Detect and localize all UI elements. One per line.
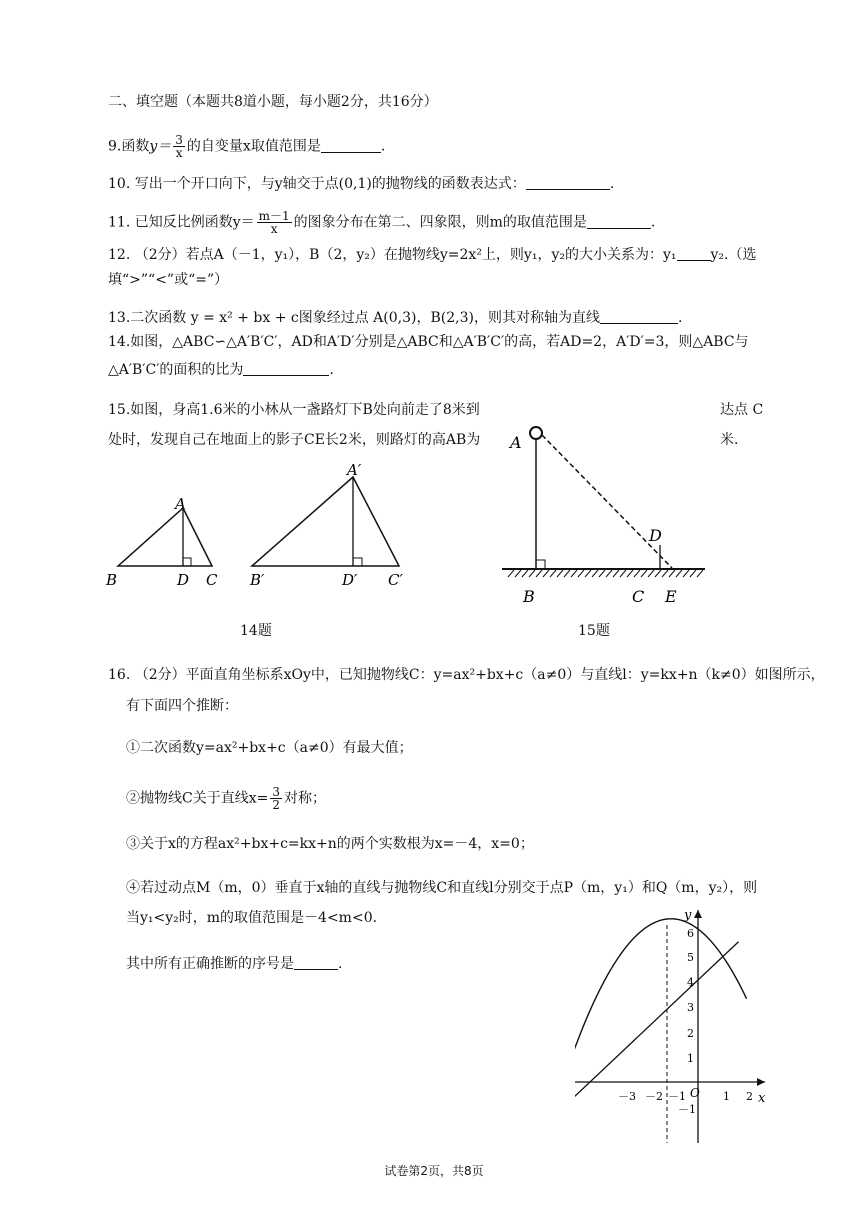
fig14-caption: 14题: [240, 623, 272, 639]
label-d: D: [649, 526, 662, 545]
hatch-mark: [683, 570, 689, 577]
x-tick-2: 2: [746, 1090, 753, 1103]
q9-func: y＝: [149, 138, 172, 155]
triangle-a2b2c2: [252, 477, 399, 566]
question-16-ask: [126, 954, 342, 974]
ground-hatching: [508, 570, 703, 577]
origin-label: O: [690, 1086, 700, 1100]
label-d2: D′: [342, 571, 358, 589]
y-tick-5: 5: [687, 951, 694, 964]
statement-4-line1: ④若过动点M（m，0）垂直于x轴的直线与抛物线C和直线l分别交于点P（m，y₁）和Q（m，y₂），则: [126, 880, 758, 896]
hatch-mark: [606, 570, 612, 577]
q9-fraction: [173, 134, 185, 159]
hatch-mark: [641, 570, 647, 577]
q16-ask: 其中所有正确推断的序号是: [126, 956, 294, 972]
hatch-mark: [529, 570, 535, 577]
q9-answer-blank[interactable]: [321, 138, 381, 153]
q14-line2: △A′B′C′的面积的比为: [108, 362, 244, 378]
light-ray: [542, 435, 672, 568]
hatch-mark: [662, 570, 668, 577]
label-b2: B′: [250, 571, 265, 589]
q10-text: 10. 写出一个开口向下，与y轴交于点(0,1)的抛物线的函数表达式：: [108, 176, 526, 192]
label-a2: A′: [347, 461, 362, 479]
x-label: x: [758, 1091, 766, 1106]
triangle-abc: [118, 508, 212, 566]
label-a: A: [510, 433, 522, 452]
question-15-line2: 处时，发现自己在地面上的影子CE长2米，则路灯的高AB为: [108, 432, 481, 448]
question-9: [108, 134, 385, 159]
hatch-mark: [620, 570, 626, 577]
y-label: y: [684, 908, 692, 923]
question-13: [108, 308, 682, 328]
hatch-mark: [690, 570, 696, 577]
s2-num: 3: [272, 785, 280, 799]
hatch-mark: [592, 570, 598, 577]
label-c: C: [206, 571, 218, 589]
q14-end: .: [329, 362, 334, 378]
coordinate-graph: [570, 905, 770, 1145]
hatch-mark: [655, 570, 661, 577]
x-tick-neg2: －2: [645, 1090, 663, 1103]
hatch-mark: [585, 570, 591, 577]
figure-14: [100, 455, 420, 600]
hatch-mark: [564, 570, 570, 577]
q12-line1-end: y₂.（选: [710, 247, 757, 263]
q9-den: x: [175, 146, 183, 160]
s2-prefix: ②抛物线C关于直线x=: [126, 790, 269, 807]
q13-answer-blank[interactable]: [600, 309, 678, 324]
question-15-line1: 15.如图，身高1.6米的小林从一盏路灯下B处向前走了8米到: [108, 402, 480, 418]
label-b: B: [523, 587, 535, 606]
y-tick-4: 4: [687, 976, 694, 989]
q11-num: m－1: [258, 209, 290, 223]
figure-15: [500, 420, 710, 610]
s2-fraction: [270, 786, 282, 811]
q11-den: x: [270, 222, 278, 236]
question-16-line2: 有下面四个推断：: [126, 698, 238, 714]
hatch-mark: [515, 570, 521, 577]
hatch-mark: [697, 570, 703, 577]
label-c: C: [632, 587, 645, 606]
line-l: [570, 942, 739, 1113]
q11-end: .: [650, 214, 656, 231]
y-tick-neg1: －1: [678, 1103, 696, 1116]
hatch-mark: [578, 570, 584, 577]
label-b: B: [106, 571, 118, 589]
right-angle-b: [536, 560, 545, 569]
statement-3: ③关于x的方程ax²+bx+c=kx+n的两个实数根为x=－4，x=0；: [126, 836, 534, 852]
hatch-mark: [613, 570, 619, 577]
q9-prefix: 9.函数: [108, 138, 150, 155]
question-15-line1-right: 达点 C: [720, 402, 764, 418]
right-angle-d: [183, 558, 191, 566]
statement-4-line2: 当y₁<y₂时，m的取值范围是－4<m<0.: [126, 910, 378, 926]
y-tick-3: 3: [687, 1001, 694, 1014]
parabola-c: [570, 919, 747, 1099]
label-d: D: [177, 571, 190, 589]
question-12-line2: 填“>”“<”或“=”）: [108, 272, 229, 288]
label-a: A: [175, 495, 186, 513]
hatch-mark: [557, 570, 563, 577]
hatch-mark: [522, 570, 528, 577]
hatch-mark: [599, 570, 605, 577]
hatch-mark: [550, 570, 556, 577]
question-11: [108, 210, 655, 235]
y-axis-arrow-icon: [694, 910, 702, 918]
section-title: 二、填空题（本题共8道小题，每小题2分，共16分）: [108, 94, 438, 110]
q13-text: 13.二次函数 y = x² + bx + c图象经过点 A(0,3)，B(2,3)，则其对称轴为直线: [108, 310, 600, 326]
q9-suffix: 的自变量x取值范围是: [186, 138, 321, 155]
q16-ask-end: .: [338, 956, 343, 972]
question-16-line1: 16. （2分）平面直角坐标系xOy中，已知抛物线C：y=ax²+bx+c（a≠0）与直线l：y=kx+n（k≠0）如图所示，: [108, 667, 825, 683]
hatch-mark: [536, 570, 542, 577]
x-tick-neg3: －3: [618, 1090, 636, 1103]
hatch-mark: [508, 570, 514, 577]
q11-fraction: [257, 210, 292, 235]
page-footer: 试卷第2页，共8页: [384, 1164, 484, 1178]
x-tick-1: 1: [723, 1090, 730, 1103]
q10-answer-blank[interactable]: [526, 175, 610, 190]
y-tick-2: 2: [687, 1027, 694, 1040]
hatch-mark: [543, 570, 549, 577]
q11-answer-blank[interactable]: [587, 214, 651, 229]
hatch-mark: [634, 570, 640, 577]
right-angle-d2: [353, 558, 362, 566]
q12-answer-blank[interactable]: [677, 246, 711, 261]
question-14-line1: 14.如图，△ABC∽△A′B′C′，AD和A′D′分别是△ABC和△A′B′C′的高，若AD=2，A′D′=3，则△ABC与: [108, 334, 749, 350]
q11-suffix: 的图象分布在第二、四象限，则m的取值范围是: [293, 214, 587, 231]
q11-prefix: 11. 已知反比例函数y＝: [108, 214, 255, 231]
question-14-line2: [108, 360, 334, 380]
hatch-mark: [676, 570, 682, 577]
s2-suffix: 对称；: [283, 790, 326, 807]
statement-2: [126, 786, 326, 811]
question-12-line1: [108, 245, 756, 265]
hatch-mark: [627, 570, 633, 577]
x-axis-arrow-icon: [757, 1078, 765, 1086]
hatch-mark: [648, 570, 654, 577]
x-tick-neg1: －1: [668, 1090, 686, 1103]
statement-1: ①二次函数y=ax²+bx+c（a≠0）有最大值；: [126, 740, 413, 756]
y-tick-6: 6: [687, 927, 694, 940]
q12-line1: 12. （2分）若点A（－1，y₁），B（2，y₂）在抛物线y=2x²上，则y₁，y₂的大小关系为：y₁: [108, 247, 677, 263]
q14-answer-blank[interactable]: [243, 361, 329, 376]
label-e: E: [665, 587, 677, 606]
hatch-mark: [571, 570, 577, 577]
y-tick-1: 1: [687, 1052, 694, 1065]
q10-end: .: [609, 176, 615, 192]
q16-answer-blank[interactable]: [294, 955, 338, 970]
hatch-mark: [669, 570, 675, 577]
q9-end: .: [380, 138, 386, 155]
question-15-line2-right: 米.: [720, 432, 739, 448]
question-10: [108, 174, 614, 194]
q9-num: 3: [175, 133, 183, 147]
fig15-caption: 15题: [578, 623, 610, 639]
lamp-icon: [530, 427, 542, 439]
label-c2: C′: [388, 571, 403, 589]
s2-den: 2: [272, 798, 280, 812]
q13-end: .: [677, 310, 683, 326]
